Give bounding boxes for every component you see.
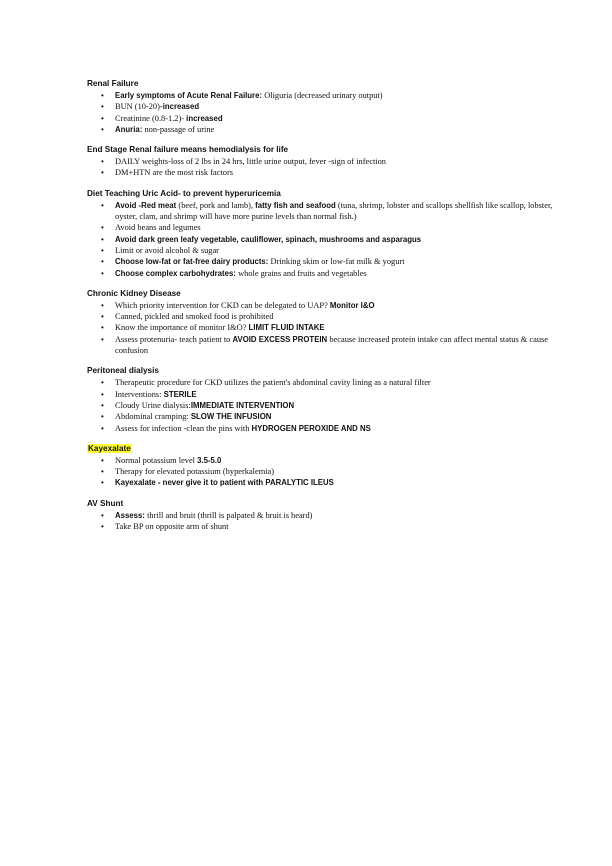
- bold-text: Avoid dark green leafy vegetable, cauliflower, spinach, mushrooms and asparagus: [115, 234, 422, 244]
- bold-text: Anuria:: [115, 124, 145, 134]
- section-heading: [87, 443, 572, 454]
- list-item: [101, 101, 572, 112]
- text: Take BP on opposite arm of shunt: [115, 522, 229, 532]
- bold-text: SLOW THE INFUSION: [190, 412, 272, 422]
- list-item: [101, 90, 572, 101]
- text: whole grains and fruits and vegetables: [238, 268, 367, 278]
- list-item: [101, 234, 572, 245]
- section: [87, 144, 572, 179]
- text: Which priority intervention for CKD can be delegated to UAP?: [115, 300, 330, 310]
- text: because increased protein intake can affect mental status & cause confusion: [115, 334, 549, 356]
- bold-text: Avoid -Red meat: [115, 200, 179, 210]
- text: Canned, pickled and smoked food is prohibited: [115, 312, 274, 322]
- text: Abdominal cramping:: [115, 412, 191, 422]
- list-item: [101, 256, 572, 267]
- bold-text: IMMEDIATE INTERVENTION: [190, 400, 295, 410]
- text: Therapy for elevated potassium (hyperkalemia): [115, 467, 275, 477]
- bullet-list: [87, 455, 572, 489]
- section: [87, 365, 572, 433]
- list-item: [101, 268, 572, 279]
- text: BUN (10-20)-: [115, 102, 163, 112]
- section-heading: [87, 498, 572, 509]
- text: Cloudy Urine dialysis:: [115, 400, 191, 410]
- heading-text: Renal Failure: [87, 79, 139, 88]
- text: thrill and bruit (thrill is palpated & bruit is heard): [147, 510, 313, 520]
- bullet-list: [87, 510, 572, 533]
- heading-text: Diet Teaching Uric Acid- to prevent hyperuricemia: [87, 188, 281, 198]
- bold-text: Assess:: [115, 510, 148, 520]
- bold-text: Choose complex carbohydrates:: [115, 268, 239, 278]
- section-heading: [87, 188, 572, 199]
- text: Creatinine (0.8-1.2)-: [115, 113, 187, 123]
- text: Interventions:: [115, 389, 164, 399]
- list-item: [101, 521, 572, 532]
- bullet-list: [87, 200, 572, 279]
- section-heading: [87, 365, 572, 376]
- text: non-passage of urine: [144, 124, 215, 134]
- bold-text: AVOID EXCESS PROTEIN: [232, 334, 330, 344]
- list-item: [101, 423, 572, 434]
- text: DM+HTN are the most risk factors: [115, 168, 233, 178]
- bullet-list: [87, 377, 572, 433]
- text: Drinking skim or low-fat milk & yogurt: [270, 257, 405, 267]
- bold-text: Early symptoms of Acute Renal Failure:: [115, 91, 265, 100]
- heading-text: AV Shunt: [87, 498, 124, 508]
- list-item: [101, 322, 572, 333]
- section-gap: [87, 279, 572, 288]
- section-gap: [87, 356, 572, 365]
- heading-text: End Stage Renal failure means hemodialysis for life: [87, 145, 289, 155]
- bold-text: STERILE: [163, 389, 197, 399]
- bold-text: fatty fish and seafood: [255, 200, 338, 210]
- list-item: [101, 334, 572, 357]
- text: Limit or avoid alcohol & sugar: [115, 245, 219, 255]
- list-item: [101, 477, 572, 488]
- text: (beef, pork and lamb),: [178, 200, 256, 210]
- highlighted-heading-text: Kayexalate: [88, 443, 131, 453]
- list-item: [101, 245, 572, 256]
- section: [87, 498, 572, 533]
- bullet-list: [87, 90, 572, 135]
- heading-text: Chronic Kidney Disease: [87, 288, 181, 298]
- list-item: [101, 156, 572, 167]
- bold-text: Choose low-fat or fat-free dairy products:: [115, 257, 271, 267]
- section-gap: [87, 489, 572, 498]
- text: Normal potassium level: [115, 455, 198, 465]
- list-item: [101, 455, 572, 466]
- section: [87, 188, 572, 279]
- text: Assess for infection -clean the pins with: [115, 423, 252, 433]
- text: DAILY weights-loss of 2 lbs in 24 hrs, little urine output, fever -sign of infection: [115, 157, 386, 167]
- section-heading: [87, 144, 572, 155]
- bold-text: HYDROGEN PEROXIDE AND NS: [251, 423, 371, 433]
- text: Therapeutic procedure for CKD utilizes the patient's abdominal cavity lining as a natural filter: [115, 378, 431, 388]
- section-gap: [87, 135, 572, 144]
- section-heading: [87, 78, 572, 89]
- bullet-list: [87, 156, 572, 179]
- list-item: [101, 389, 572, 400]
- list-item: [101, 113, 572, 124]
- list-item: [101, 400, 572, 411]
- list-item: [101, 466, 572, 477]
- section-gap: [87, 434, 572, 443]
- list-item: [101, 510, 572, 521]
- bold-text: Kayexalate - never give it to patient with PARALYTIC ILEUS: [115, 478, 334, 488]
- text: Oliguria (decreased urinary output): [264, 91, 383, 100]
- list-item: [101, 300, 572, 311]
- section: [87, 78, 572, 135]
- list-item: [101, 411, 572, 422]
- text: Know the importance of monitor I&O?: [115, 323, 249, 333]
- list-item: [101, 377, 572, 388]
- section-heading: [87, 288, 572, 299]
- heading-text: Peritoneal dialysis: [87, 366, 159, 376]
- list-item: [101, 124, 572, 135]
- bold-text: increased: [186, 113, 223, 123]
- list-item: [101, 311, 572, 322]
- text: Assess protenuria- teach patient to: [115, 334, 233, 344]
- section: [87, 288, 572, 356]
- section-gap: [87, 179, 572, 188]
- list-item: [101, 167, 572, 178]
- bold-text: Monitor I&O: [329, 300, 375, 310]
- section: [87, 443, 572, 489]
- text: (tuna, shrimp, lobster and scallops shellfish like scallop, lobster, oyster, clam, and shrimp will have more purine levels than normal fish.): [115, 200, 553, 222]
- bold-text: 3.5-5.0: [197, 455, 222, 465]
- list-item: [101, 222, 572, 233]
- list-item: [101, 200, 572, 223]
- bold-text: LIMIT FLUID INTAKE: [248, 323, 325, 333]
- bullet-list: [87, 300, 572, 356]
- bold-text: increased: [162, 102, 200, 112]
- text: Avoid beans and legumes: [115, 223, 201, 233]
